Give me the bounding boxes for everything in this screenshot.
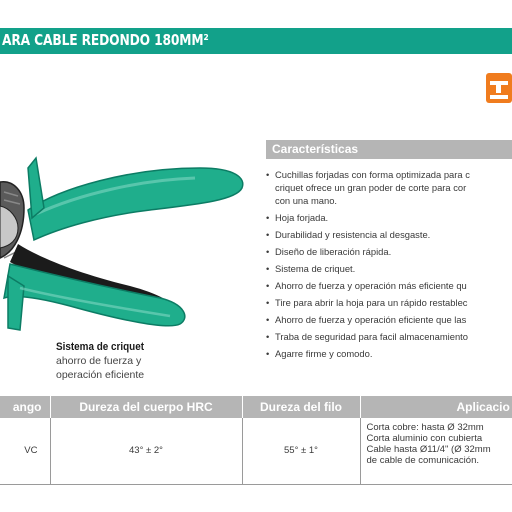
feature-text: Durabilidad y resistencia al desgaste. — [275, 229, 431, 240]
product-title: ARA CABLE REDONDO 180MM² — [2, 31, 209, 49]
brand-logo-icon — [486, 73, 512, 103]
table-header-cell: Aplicacio — [360, 396, 512, 418]
table-cell: VC — [0, 418, 50, 484]
features-list — [266, 168, 512, 364]
caption-desc-line: ahorro de fuerza y — [56, 355, 142, 367]
title-banner — [0, 28, 512, 54]
ratchet-system-caption — [56, 340, 154, 382]
features-header-label: Características — [272, 142, 359, 156]
caption-desc-line: operación eficiente — [56, 369, 145, 381]
feature-item — [266, 228, 512, 241]
feature-item — [266, 168, 512, 207]
application-line: Corta aluminio con cubierta — [366, 433, 483, 444]
table-cell: 55° ± 1° — [242, 418, 360, 484]
feature-item — [266, 347, 512, 360]
feature-item — [266, 313, 512, 326]
feature-text: Agarre firme y comodo. — [275, 348, 373, 359]
table-row — [0, 418, 512, 484]
table-cell-application — [360, 418, 512, 484]
application-line: Corta cobre: hasta Ø 32mm — [366, 422, 484, 433]
feature-text: criquet ofrece un gran poder de corte para cor — [275, 182, 467, 193]
feature-text: Diseño de liberación rápida. — [275, 246, 392, 257]
feature-text: Ahorro de fuerza y operación más eficiente qu — [275, 280, 467, 291]
table-header-cell: Dureza del filo — [242, 396, 360, 418]
table-cell: 43° ± 2° — [50, 418, 242, 484]
feature-text: Sistema de criquet. — [275, 263, 356, 274]
feature-item — [266, 296, 512, 309]
caption-title: Sistema de criquet — [56, 341, 145, 353]
table-header-cell: Dureza del cuerpo HRC — [50, 396, 242, 418]
feature-item — [266, 279, 512, 292]
feature-item — [266, 211, 512, 224]
feature-item — [266, 262, 512, 275]
feature-item — [266, 245, 512, 258]
features-header — [266, 140, 512, 159]
feature-text: Hoja forjada. — [275, 212, 329, 223]
ratchet-cable-cutter-image — [0, 148, 250, 338]
feature-text: • Cuchillas forjadas con forma optimizada para c — [275, 169, 470, 180]
table-header-cell: ango — [0, 396, 50, 418]
application-line: Cable hasta Ø11/4" (Ø 32mm — [366, 444, 491, 455]
spec-table — [0, 396, 512, 485]
feature-item — [266, 330, 512, 343]
application-line: de cable de comunicación. — [366, 455, 479, 466]
table-header-row — [0, 396, 512, 418]
feature-text: Tire para abrir la hoja para un rápido restablec — [275, 297, 468, 308]
feature-text: Ahorro de fuerza y operación eficiente que las — [275, 314, 467, 325]
feature-text: Traba de seguridad para facil almacenamiento — [275, 331, 468, 342]
feature-text: con una mano. — [275, 195, 338, 206]
